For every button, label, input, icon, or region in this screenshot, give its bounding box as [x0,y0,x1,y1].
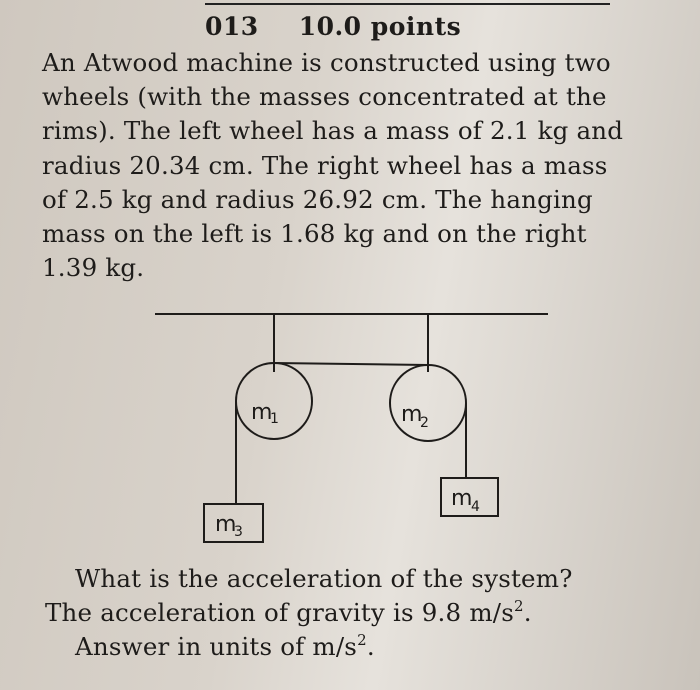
left-mass-label: m [215,512,237,537]
right-mass-label: m [451,486,473,511]
problem-number: 013 [205,12,259,41]
connecting-string [274,363,428,365]
problem-line: An Atwood machine is constructed using two [42,48,611,77]
problem-line: mass on the left is 1.68 kg and on the right [42,219,587,249]
question-line: What is the acceleration of the system? [75,564,573,593]
right-wheel-sub: 2 [420,415,429,431]
units-line [45,630,665,664]
gravity-exponent: 2 [513,597,524,615]
gravity-suffix: . [523,598,532,627]
problem-line: radius 20.34 cm. The right wheel has a mass [42,150,608,180]
problem-line: 1.39 kg. [42,253,145,283]
units-text: Answer in units of m/s [75,632,358,661]
left-wheel-sub: 1 [270,411,279,427]
question-block [45,562,665,664]
problem-line: wheels (with the masses concentrated at the [42,82,607,112]
gravity-line [45,596,665,630]
left-mass-sub: 3 [234,524,243,540]
units-suffix: . [366,632,375,661]
problem-points: 10.0 points [298,12,462,41]
right-mass-sub: 4 [471,499,480,515]
problem-line: rims). The left wheel has a mass of 2.1 kg and [42,116,624,146]
left-wheel [236,363,312,439]
right-wheel-label: m [401,402,423,427]
gravity-text: The acceleration of gravity is 9.8 m/s [45,598,514,627]
units-exponent: 2 [357,631,367,649]
left-wheel-label: m [251,400,273,425]
problem-line: of 2.5 kg and radius 26.92 cm. The hanging [42,184,593,214]
